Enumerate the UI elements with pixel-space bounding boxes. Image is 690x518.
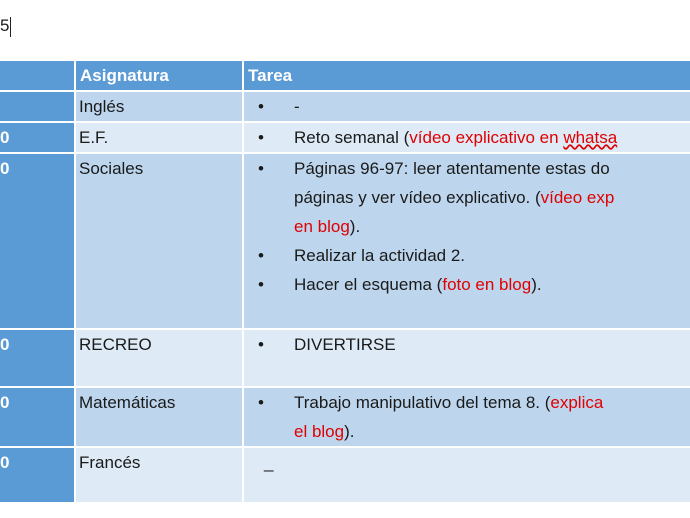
task-item [252, 270, 690, 299]
task-text: Hacer el esquema ( [294, 275, 443, 294]
task-red-text: vídeo exp [540, 188, 615, 207]
task-cell [243, 387, 690, 447]
table-row [0, 153, 690, 329]
subject-cell: Inglés [75, 91, 243, 122]
table-header-row [0, 60, 690, 91]
task-item: • Realizar la actividad 2. [252, 241, 690, 270]
header-time [0, 60, 75, 91]
subject-cell: E.F. [75, 122, 243, 153]
document-text-line[interactable] [0, 14, 11, 38]
task-red-text: foto en blog [442, 275, 532, 294]
task-item [252, 388, 690, 446]
time-cell: 0 [0, 122, 75, 153]
subject-cell: Sociales [75, 153, 243, 329]
task-cell [243, 91, 690, 122]
task-item: • DIVERTIRSE [252, 330, 690, 359]
task-plain-text: _ [264, 453, 274, 472]
task-cell [243, 122, 690, 153]
task-red-text: vídeo explicativo en [409, 128, 564, 147]
task-text: ). [531, 275, 542, 294]
subject-cell: Francés [75, 447, 243, 503]
time-cell: 0 [0, 387, 75, 447]
task-cell [243, 447, 690, 503]
task-cell [243, 153, 690, 329]
task-text: ). [349, 217, 361, 236]
table-row [0, 329, 690, 387]
task-item [252, 154, 690, 241]
subject-cell: RECREO [75, 329, 243, 387]
header-asignatura: Asignatura [75, 60, 243, 91]
task-text: Reto semanal ( [294, 128, 410, 147]
task-item: • - [252, 92, 690, 121]
task-red-text: en blog [294, 217, 350, 236]
time-cell: 0 [0, 329, 75, 387]
table-row [0, 447, 690, 503]
time-cell: 0 [0, 153, 75, 329]
table-row [0, 91, 690, 122]
subject-cell: Matemáticas [75, 387, 243, 447]
task-text: Páginas 96-97: leer atentamente estas do [294, 159, 610, 178]
task-red-text: whatsa [563, 128, 618, 147]
task-text: Trabajo manipulativo del tema 8. ( [294, 393, 551, 412]
schedule-table [0, 59, 690, 504]
table-row [0, 122, 690, 153]
text-caret [10, 17, 11, 37]
time-cell: 0 [0, 447, 75, 503]
task-item [252, 123, 690, 152]
task-text: páginas y ver vídeo explicativo. ( [294, 188, 541, 207]
task-text: ). [344, 422, 355, 441]
top-text: 5 [0, 16, 10, 35]
task-cell [243, 329, 690, 387]
table-row [0, 387, 690, 447]
time-cell [0, 91, 75, 122]
task-red-text: el blog [294, 422, 345, 441]
header-tarea: Tarea [243, 60, 690, 91]
task-red-text: explica [550, 393, 604, 412]
